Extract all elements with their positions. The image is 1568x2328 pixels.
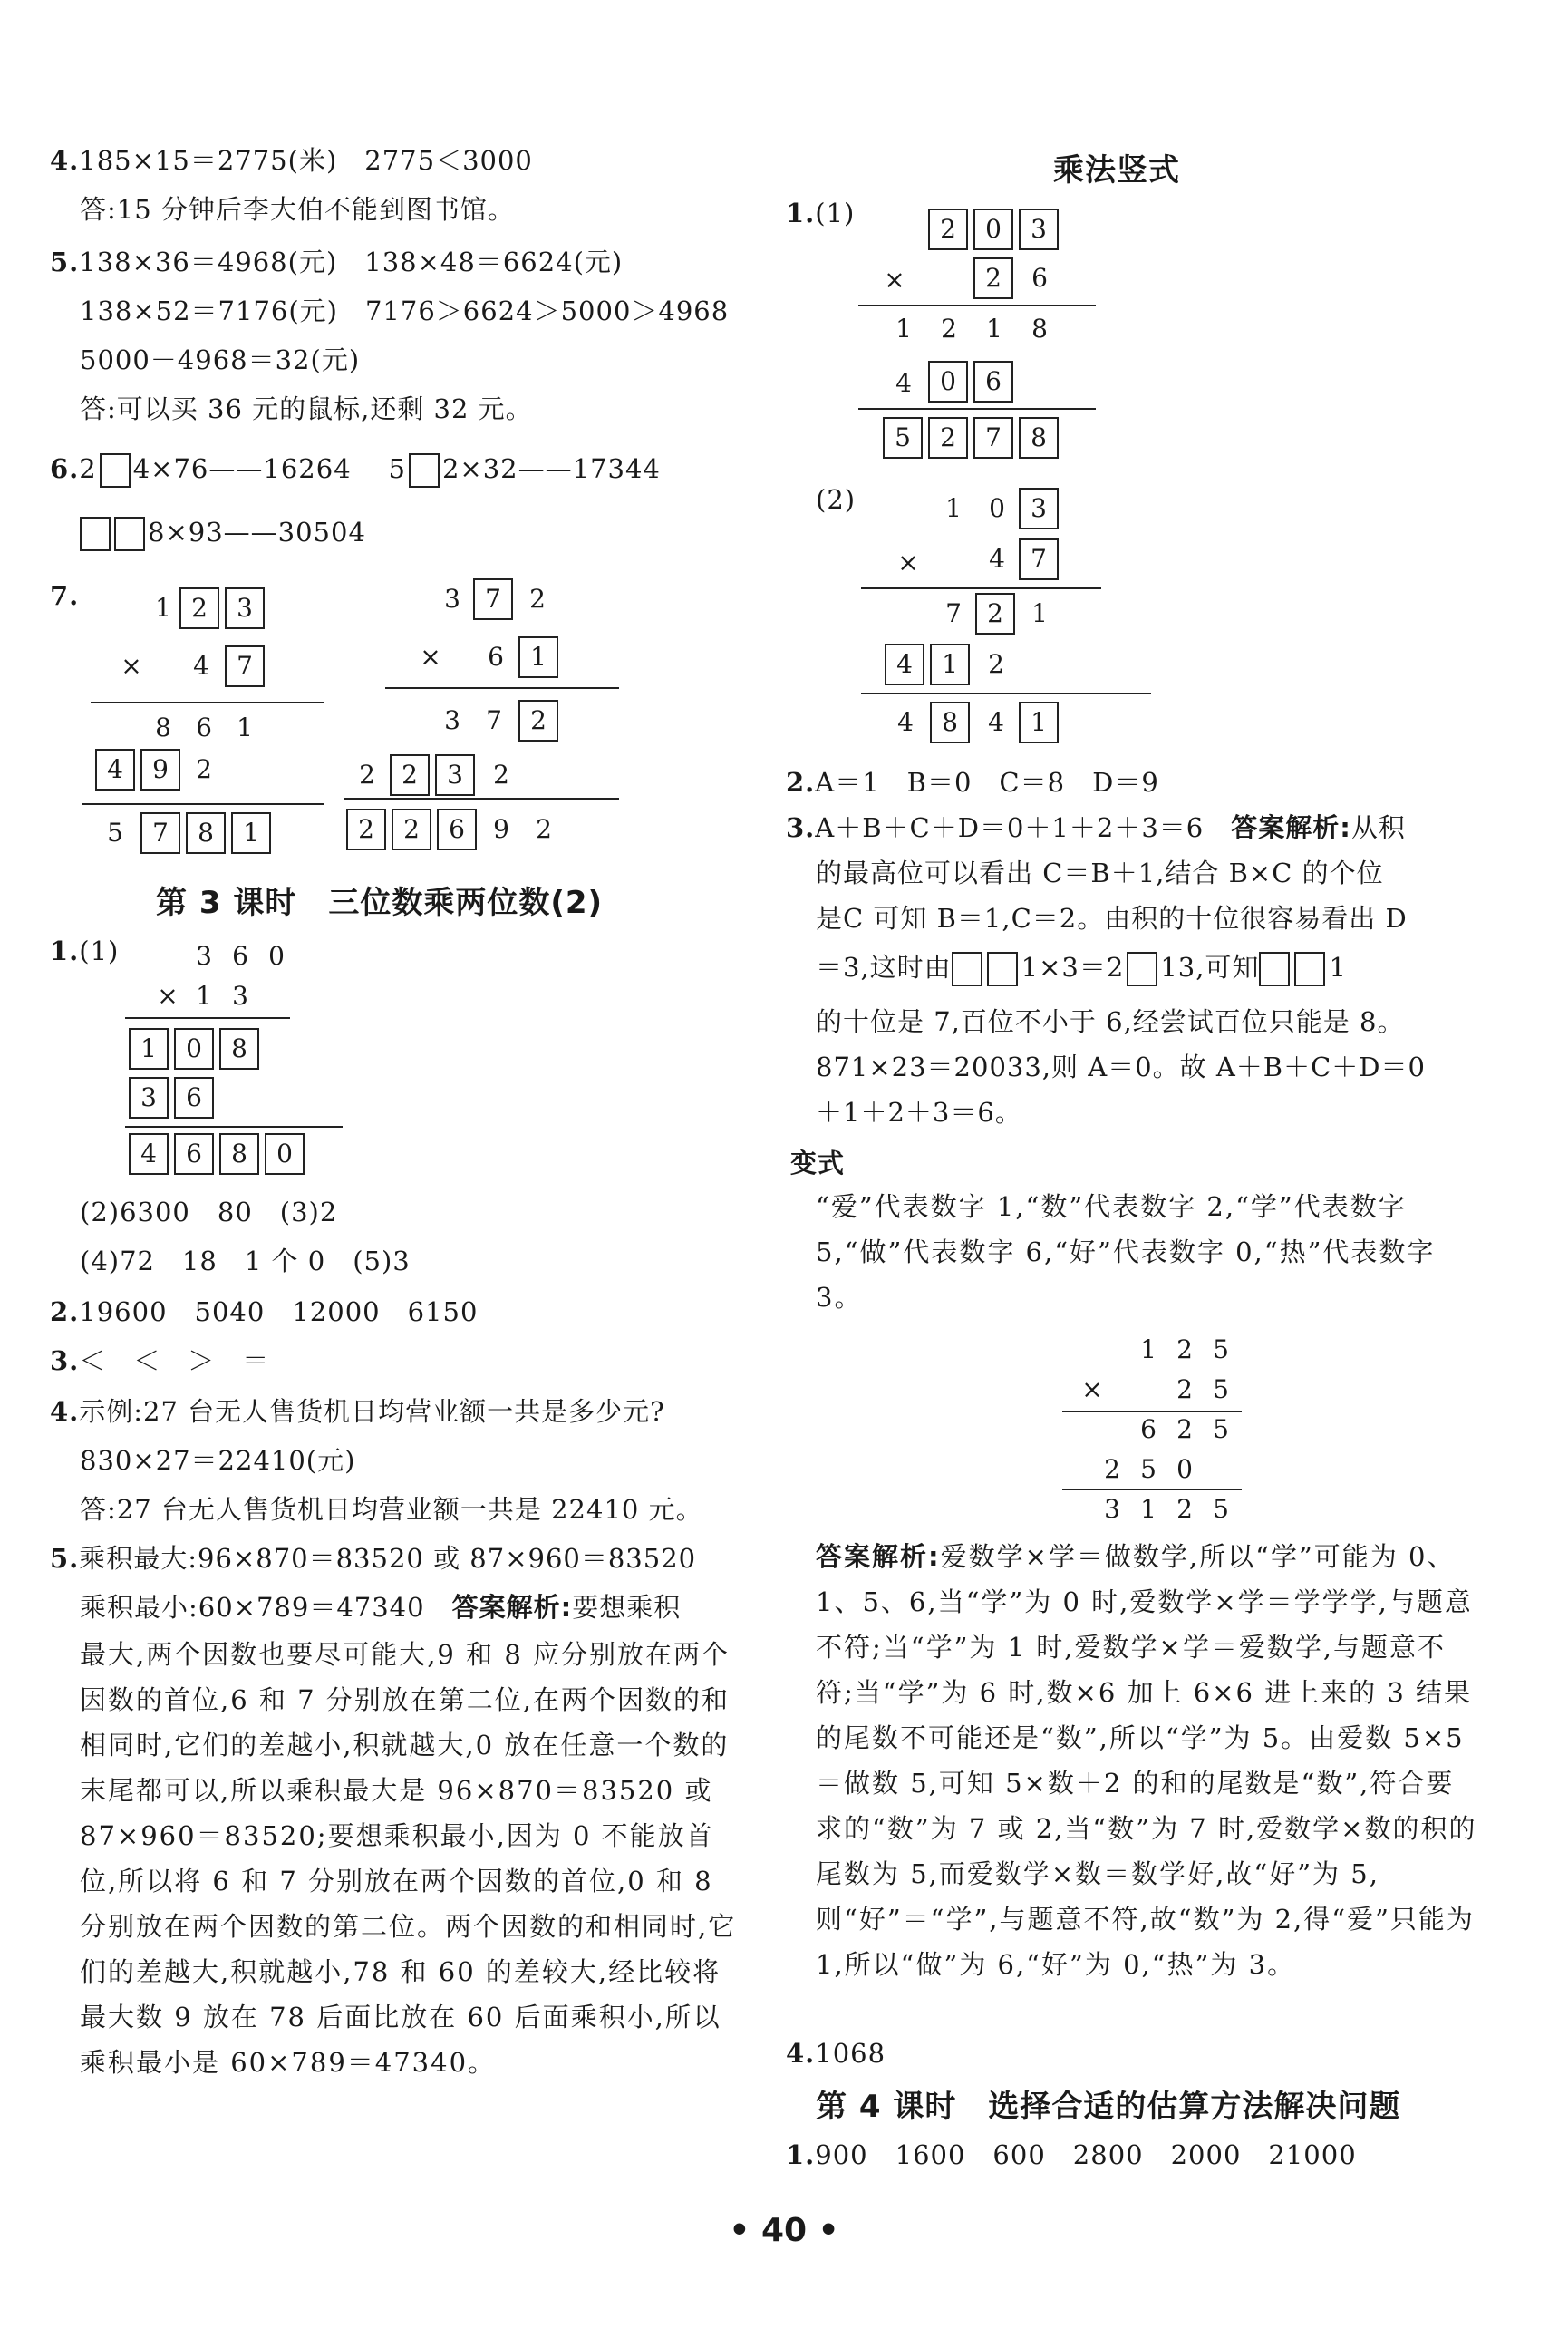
q5-line1: 5.138×36＝4968(元) 138×48＝6624(元) <box>50 247 624 277</box>
lesson3-title: 第 3 课时 三位数乘两位数(2) <box>156 885 604 921</box>
digit: 2 <box>1104 1454 1120 1484</box>
digit: 8 <box>1031 314 1048 344</box>
q5-line3: 5000－4968＝32(元) <box>80 344 361 375</box>
digit: 2 <box>196 754 212 784</box>
digit: 2 <box>1176 1334 1193 1364</box>
digit: × <box>121 651 142 681</box>
boxed-digit: 6 <box>174 1133 214 1175</box>
variant-explanation: 答案解析:爱数学×学＝做数学,所以“学”可能为 0、1、5、6,当“学”为 0 时,爱数学×学＝学学学,与题意不符;当“学”为 1 时,爱数学×学＝爱数学,与题意不符;当“学”为 6 时,数×6 加上 6×6 进上来的 3 结果的尾数不可能还是“数”,所以“学”为 5。由爱数 5×5＝做数 5,可知 5×数＋2 的和的尾数是“数”,符合要求的“数”为 7 或 2,当“数”为 7 时,爱数学×数的积的尾数为 5,而爱数学×数＝数学好,故“好”为 5,则“好”＝“学”,与题意不符,故“数”为 2,得“爱”只能为 1,所以“做”为 6,“好”为 0,“热”为 3。 <box>816 1541 1477 1980</box>
boxed-digit: 2 <box>928 417 968 459</box>
boxed-digit: 2 <box>392 809 431 850</box>
digit: 4 <box>895 368 912 398</box>
digit: 3 <box>196 941 212 971</box>
digit: 6 <box>1031 263 1048 293</box>
blank-box <box>952 952 982 986</box>
blank-box <box>1259 952 1290 986</box>
boxed-digit: 0 <box>174 1028 214 1070</box>
digit: 9 <box>493 814 509 844</box>
digit: 8 <box>155 713 171 742</box>
digit: 6 <box>488 642 504 672</box>
digit: 0 <box>268 941 285 971</box>
digit: 5 <box>1140 1454 1157 1484</box>
boxed-digit: 6 <box>437 809 477 850</box>
blank-box <box>80 517 111 551</box>
boxed-digit: 7 <box>140 812 180 854</box>
rule-line <box>385 687 619 689</box>
l3q4-line1: 4.示例:27 台无人售货机日均营业额一共是多少元? <box>50 1396 665 1427</box>
boxed-digit: 3 <box>435 754 475 796</box>
boxed-digit: 5 <box>883 417 923 459</box>
blank-box <box>987 952 1018 986</box>
l3q1-number: 1.(1) <box>50 936 120 966</box>
l3q1-line2: (2)6300 80 (3)2 <box>80 1197 338 1227</box>
rule-line <box>82 803 324 805</box>
q6-line2: 8×93——30504 <box>80 517 366 551</box>
digit: 2 <box>1176 1374 1193 1404</box>
boxed-digit: 1 <box>930 644 970 685</box>
r-q3-line4: ＝3,这时由 1×3＝2 13,可知 1 <box>816 952 1347 986</box>
q4-answer: 答:15 分钟后李大伯不能到图书馆。 <box>80 194 515 225</box>
digit: 5 <box>1213 1374 1229 1404</box>
digit: 5 <box>1213 1414 1229 1444</box>
r-q3-line7: ＋1＋2＋3＝6。 <box>816 1097 1022 1128</box>
digit: 4 <box>988 707 1004 737</box>
blank-box <box>1294 952 1325 986</box>
boxed-digit: 1 <box>518 636 558 678</box>
digit: 2 <box>536 814 552 844</box>
boxed-digit: 2 <box>179 587 219 629</box>
l3q4-answer: 答:27 台无人售货机日均营业额一共是 22410 元。 <box>80 1494 703 1525</box>
digit: 3 <box>444 705 460 735</box>
digit: 3 <box>1104 1494 1120 1524</box>
r-q2: 2.A＝1 B＝0 C＝8 D＝9 <box>786 767 1159 798</box>
l3q5-explanation: 最大,两个因数也要尽可能大,9 和 8 应分别放在两个因数的首位,6 和 7 分别放在第二位,在两个因数的和相同时,它们的差越小,积就越大,0 放在任意一个数的末尾都可以,所以乘积最大是 96×870＝83520 或 87×960＝83520;要想乘积最小,因为 0 不能放首位,所以将 6 和 7 分别放在两个因数的首位,0 和 8 分别放在两个因数的第二位。两个因数的和相同时,它们的差越大,积就越小,78 和 60 的差较大,经比较将最大数 9 放在 78 后面比放在 60 后面乘积小,所以乘积最小是 60×789＝47340。 <box>80 1639 737 2078</box>
digit: × <box>884 265 905 295</box>
r-q3-line1: 3.A＋B＋C＋D＝0＋1＋2＋3＝6 答案解析:从积 <box>786 812 1406 843</box>
boxed-digit: 6 <box>174 1077 214 1119</box>
rule-line <box>125 1126 343 1128</box>
l3q2: 2.19600 5040 12000 6150 <box>50 1296 479 1327</box>
digit: 5 <box>1213 1334 1229 1364</box>
digit: 4 <box>989 544 1005 574</box>
digit: 6 <box>232 941 248 971</box>
variant-title: 变式 <box>790 1148 846 1179</box>
lesson4-title: 第 4 课时 选择合适的估算方法解决问题 <box>816 2089 1401 2125</box>
digit: 1 <box>196 981 212 1011</box>
boxed-digit: 8 <box>1019 417 1059 459</box>
boxed-digit: 9 <box>140 749 180 791</box>
r-q1-number: 1.(1) <box>786 198 856 228</box>
r-q3-line2: 的最高位可以看出 C＝B＋1,结合 B×C 的个位 <box>816 858 1384 888</box>
rule-line <box>91 702 324 703</box>
l3q1-line3: (4)72 18 1 个 0 (5)3 <box>80 1246 411 1276</box>
digit: 3 <box>444 584 460 614</box>
q7-number: 7. <box>50 580 80 611</box>
digit: 4 <box>897 707 914 737</box>
digit: × <box>420 642 441 672</box>
digit: 5 <box>107 818 123 848</box>
boxed-digit: 2 <box>928 209 968 250</box>
digit: 1 <box>895 314 912 344</box>
digit: 1 <box>1031 598 1048 628</box>
boxed-digit: 1 <box>1019 702 1059 743</box>
digit: 3 <box>232 981 248 1011</box>
boxed-digit: 7 <box>225 645 265 687</box>
digit: × <box>1081 1374 1103 1404</box>
digit: 1 <box>237 713 253 742</box>
r-q3-line6: 871×23＝20033,则 A＝0。故 A＋B＋C＋D＝0 <box>816 1052 1426 1082</box>
q6-line1: 6.2 4×76——16264 5 2×32——17344 <box>50 453 661 488</box>
l3q3: 3.＜ ＜ ＞ ＝ <box>50 1345 270 1376</box>
boxed-digit: 6 <box>973 361 1013 403</box>
digit: 2 <box>1176 1414 1193 1444</box>
boxed-digit: 2 <box>346 809 386 850</box>
rule-line <box>858 305 1096 306</box>
boxed-digit: 8 <box>186 812 226 854</box>
digit: 2 <box>493 760 509 790</box>
section-title: 乘法竖式 <box>1053 152 1180 189</box>
r-q3-line3: 是C 可知 B＝1,C＝2。由积的十位很容易看出 D <box>816 903 1408 934</box>
digit: 2 <box>1176 1494 1193 1524</box>
boxed-digit: 0 <box>973 209 1013 250</box>
digit: 2 <box>941 314 957 344</box>
digit: × <box>157 981 179 1011</box>
digit: 2 <box>359 760 375 790</box>
digit: 6 <box>1140 1414 1157 1444</box>
blank-box <box>409 453 440 488</box>
blank-box <box>114 517 145 551</box>
q5-line2: 138×52＝7176(元) 7176＞6624＞5000＞4968 <box>80 296 730 326</box>
r-q4: 4.1068 <box>786 2038 886 2069</box>
digit: 6 <box>196 713 212 742</box>
boxed-digit: 4 <box>129 1133 169 1175</box>
boxed-digit: 0 <box>265 1133 305 1175</box>
digit: 1 <box>945 493 962 523</box>
boxed-digit: 3 <box>1019 488 1059 529</box>
digit: 5 <box>1213 1494 1229 1524</box>
digit: 4 <box>193 651 209 681</box>
boxed-digit: 1 <box>129 1028 169 1070</box>
l3q5-line1: 5.乘积最大:96×870＝83520 或 87×960＝83520 <box>50 1543 697 1574</box>
boxed-digit: 0 <box>928 361 968 403</box>
q4-line1: 4.185×15＝2775(米) 2775＜3000 <box>50 145 533 176</box>
rule-line <box>344 798 619 800</box>
boxed-digit: 3 <box>225 587 265 629</box>
boxed-digit: 3 <box>129 1077 169 1119</box>
digit: 2 <box>529 584 546 614</box>
boxed-digit: 2 <box>390 754 430 796</box>
r-q3-line5: 的十位是 7,百位不小于 6,经尝试百位只能是 8。 <box>816 1006 1405 1037</box>
boxed-digit: 8 <box>219 1028 259 1070</box>
digit: × <box>897 548 919 577</box>
boxed-digit: 4 <box>95 749 135 791</box>
l3q4-line2: 830×27＝22410(元) <box>80 1445 356 1476</box>
boxed-digit: 2 <box>973 257 1013 299</box>
rule-line <box>1062 1411 1242 1412</box>
variant-text: “爱”代表数字 1,“数”代表数字 2,“学”代表数字 5,“做”代表数字 6,“好”代表数字 0,“热”代表数字 3。 <box>816 1191 1436 1313</box>
rule-line <box>125 1017 290 1019</box>
page-number: • 40 • <box>729 2212 839 2249</box>
digit: 7 <box>486 705 502 735</box>
boxed-digit: 2 <box>975 593 1015 635</box>
rule-line <box>858 408 1096 410</box>
blank-box <box>1127 952 1157 986</box>
l4q1: 1.900 1600 600 2800 2000 21000 <box>786 2139 1357 2170</box>
boxed-digit: 7 <box>1019 538 1059 580</box>
boxed-digit: 8 <box>930 702 970 743</box>
digit: 0 <box>1176 1454 1193 1484</box>
boxed-digit: 7 <box>973 417 1013 459</box>
boxed-digit: 4 <box>885 644 924 685</box>
l3q5-line2: 乘积最小:60×789＝47340 答案解析:要想乘积 <box>80 1592 682 1623</box>
digit: 1 <box>1140 1494 1157 1524</box>
digit: 0 <box>989 493 1005 523</box>
digit: 1 <box>155 593 171 623</box>
q5-answer: 答:可以买 36 元的鼠标,还剩 32 元。 <box>80 393 533 424</box>
digit: 1 <box>1140 1334 1157 1364</box>
digit: 1 <box>986 314 1002 344</box>
rule-line <box>861 693 1151 694</box>
rule-line <box>861 587 1101 589</box>
boxed-digit: 3 <box>1019 209 1059 250</box>
boxed-digit: 2 <box>518 700 558 742</box>
blank-box <box>100 453 131 488</box>
boxed-digit: 1 <box>231 812 271 854</box>
boxed-digit: 8 <box>219 1133 259 1175</box>
digit: 2 <box>988 649 1004 679</box>
digit: 7 <box>945 598 962 628</box>
boxed-digit: 7 <box>473 578 513 620</box>
r-q1-sub2: (2) <box>816 484 857 515</box>
rule-line <box>1062 1489 1242 1490</box>
